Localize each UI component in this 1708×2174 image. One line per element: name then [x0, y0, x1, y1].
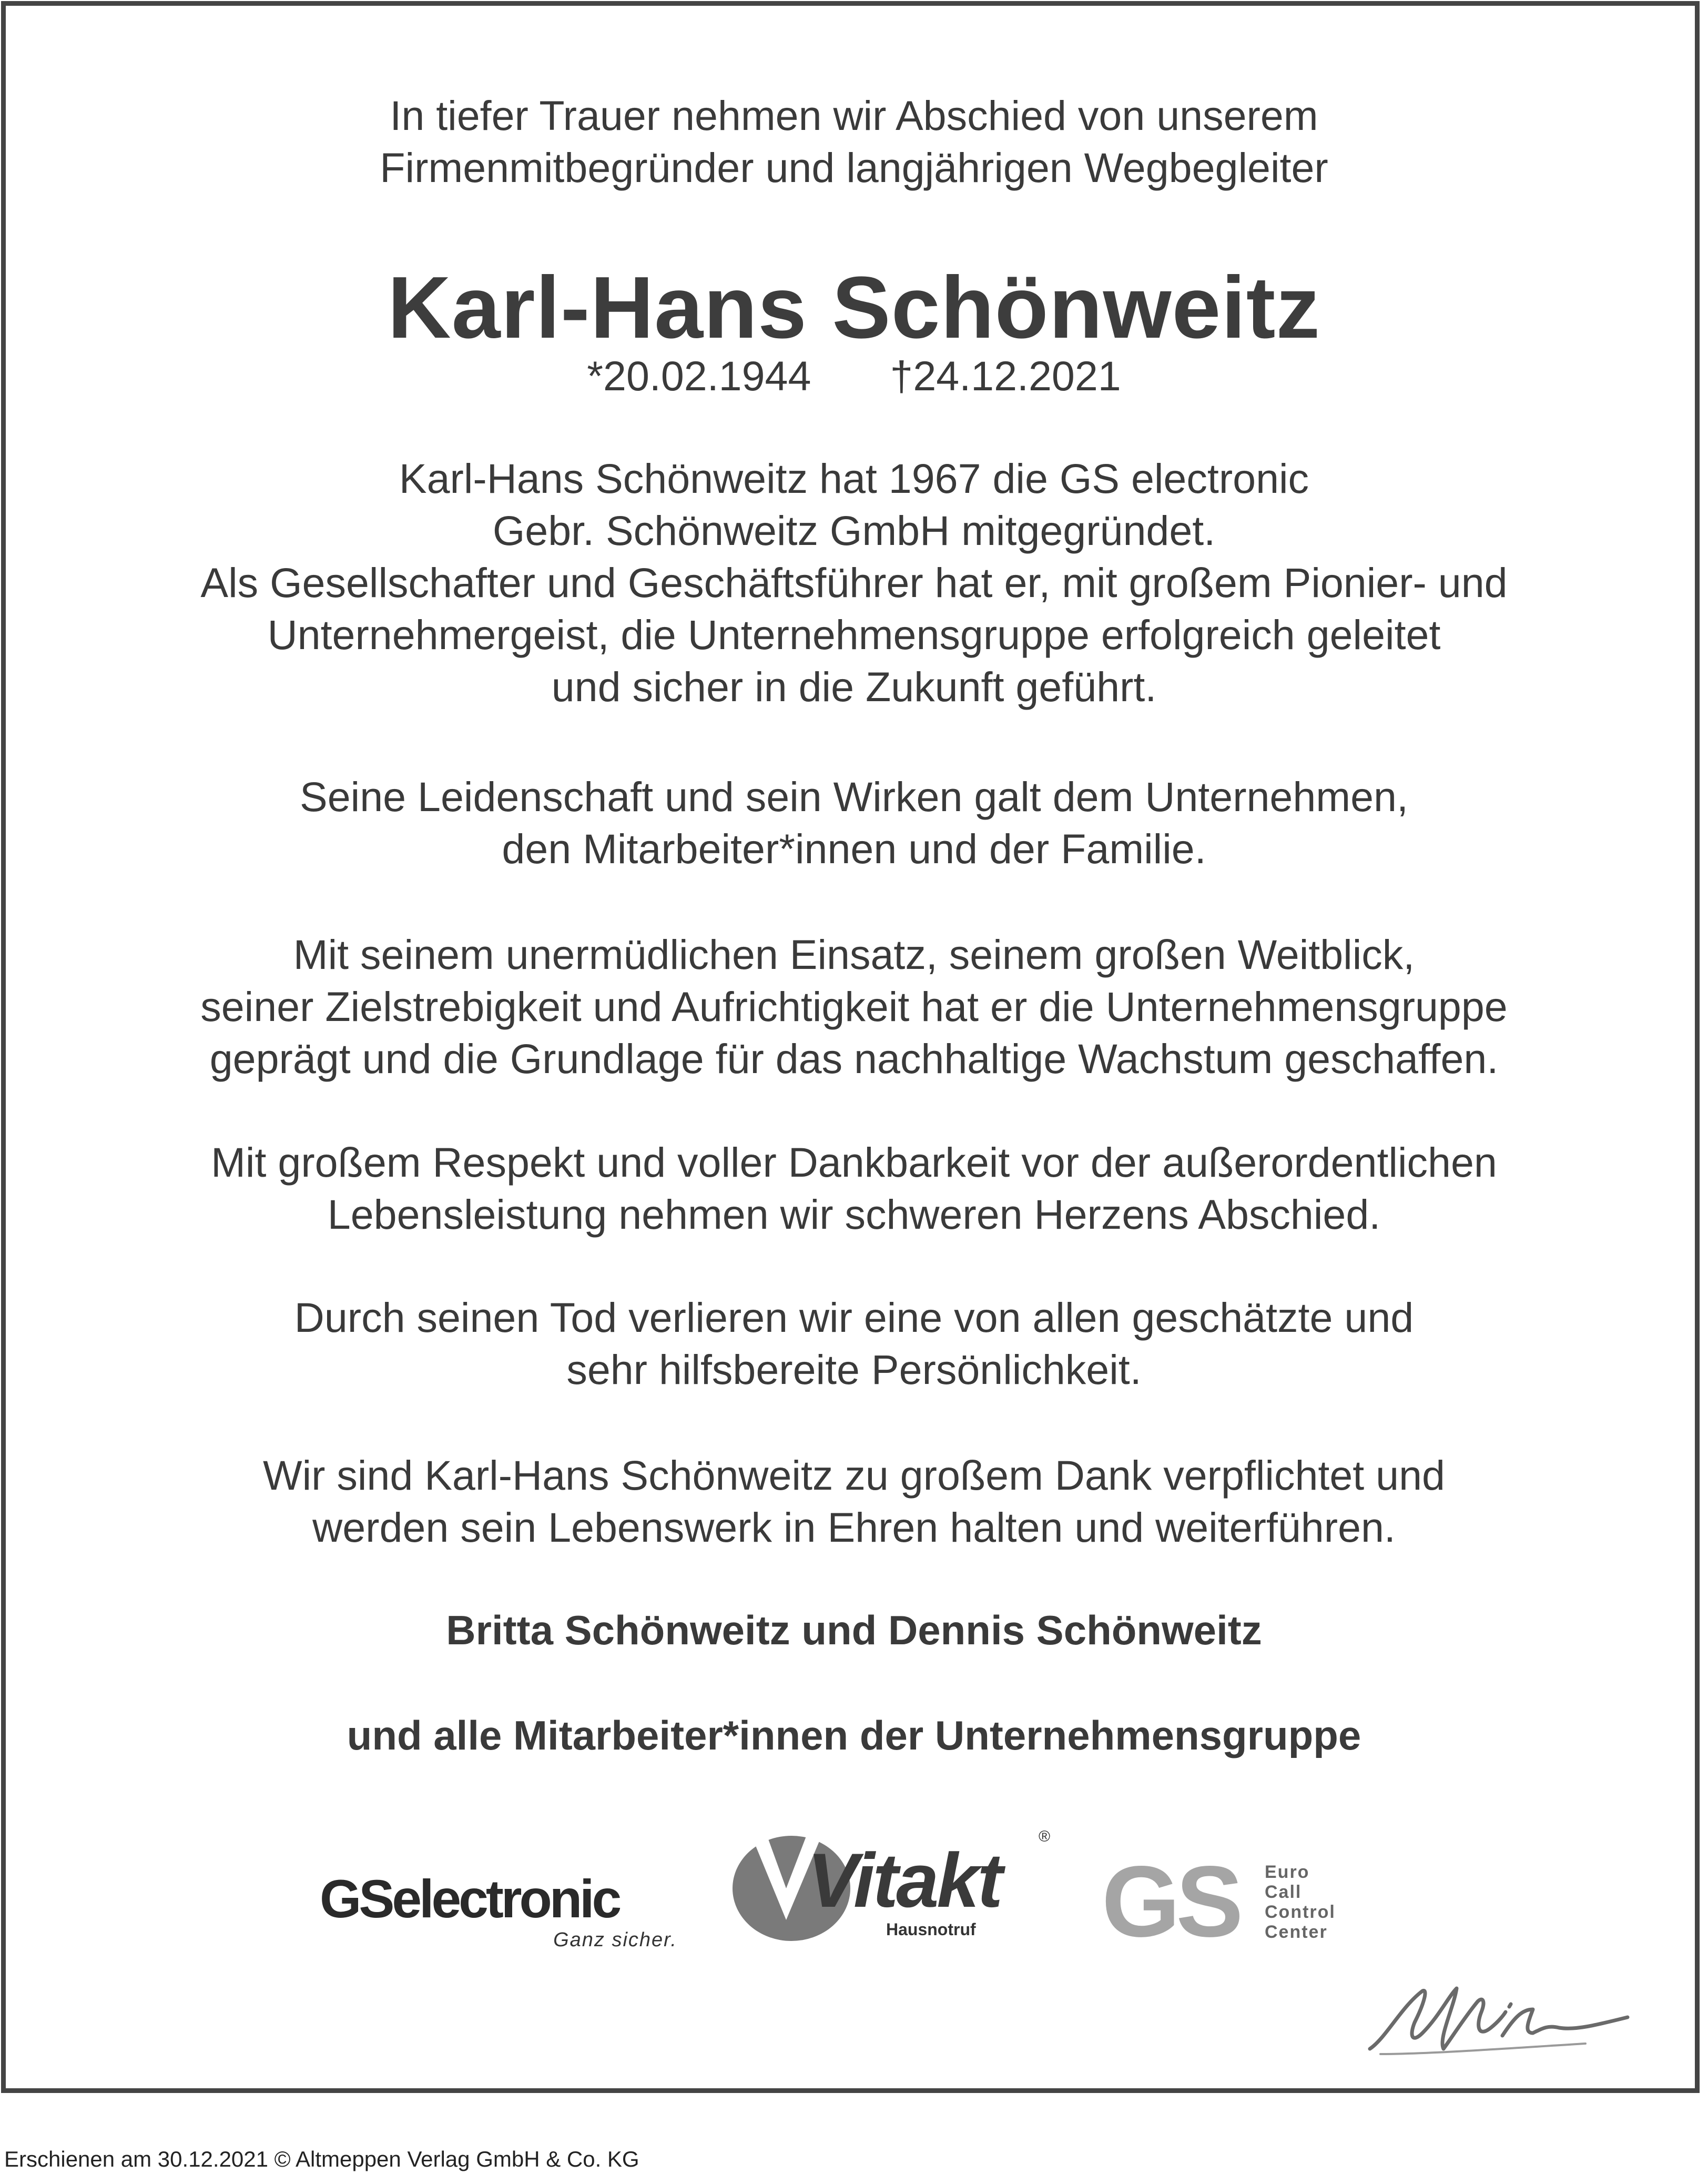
intro-line: In tiefer Trauer nehmen wir Abschied von unserem — [390, 92, 1318, 139]
paragraph-line: Seine Leidenschaft und sein Wirken galt dem Unternehmen, — [300, 773, 1408, 820]
paragraph-line: Karl-Hans Schönweitz hat 1967 die GS electronic — [399, 455, 1309, 502]
euro-call-line: Center — [1265, 1922, 1328, 1942]
paragraph-line: Gebr. Schönweitz GmbH mitgegründet. — [492, 507, 1216, 554]
gs-electronic-logo — [320, 1870, 698, 1949]
birth-date: *20.02.1944 — [587, 352, 811, 399]
registered-mark: ® — [1039, 1828, 1051, 1845]
paragraph-line: den Mitarbeiter*innen und der Familie. — [502, 825, 1206, 872]
deceased-name: Karl-Hans Schönweitz — [388, 259, 1320, 357]
vitakt-subtitle: Hausnotruf — [886, 1920, 976, 1939]
paragraph-respect — [0, 1136, 1708, 1240]
paragraph-commitment — [0, 928, 1708, 1085]
paragraph-loss — [0, 1291, 1708, 1396]
euro-call-gs-mark: GS — [1102, 1845, 1239, 1958]
intro-line: Firmenmitbegründer und langjährigen Wegbegleiter — [380, 144, 1328, 191]
euro-call-line: Call — [1265, 1882, 1302, 1902]
handwritten-signature-icon — [1365, 1975, 1638, 2075]
paragraph-line: sehr hilfsbereite Persönlichkeit. — [566, 1346, 1142, 1393]
paragraph-line: werden sein Lebenswerk in Ehren halten und weiterführen. — [312, 1504, 1396, 1551]
euro-call-line: Euro — [1265, 1862, 1310, 1882]
intro-text — [0, 89, 1708, 194]
paragraph-line: Durch seinen Tod verlieren wir eine von allen geschätzte und — [294, 1294, 1414, 1341]
death-date: †24.12.2021 — [890, 352, 1121, 399]
paragraph-line: geprägt und die Grundlage für das nachhaltige Wachstum geschaffen. — [209, 1035, 1499, 1082]
paragraph-line: Wir sind Karl-Hans Schönweitz zu großem Dank verpflichtet und — [263, 1452, 1445, 1499]
paragraph-line: Mit großem Respekt und voller Dankbarkeit vor der außerordentlichen — [211, 1139, 1497, 1186]
paragraph-line: Lebensleistung nehmen wir schweren Herzens Abschied. — [327, 1191, 1381, 1238]
staff-signatories: und alle Mitarbeiter*innen der Unternehmensgruppe — [347, 1712, 1361, 1758]
gs-electronic-wordmark: GSelectronic — [320, 1869, 619, 1929]
paragraph-founding — [0, 452, 1708, 713]
euro-call-line: Control — [1265, 1902, 1336, 1922]
paragraph-gratitude — [0, 1449, 1708, 1553]
life-dates — [0, 352, 1708, 400]
signatories: Britta Schönweitz und Dennis Schönweitz — [446, 1607, 1262, 1653]
euro-call-lines — [1265, 1862, 1336, 1942]
euro-call-control-center-logo — [1096, 1841, 1412, 1958]
gs-electronic-claim: Ganz sicher. — [553, 1929, 677, 1951]
paragraph-line: Unternehmergeist, die Unternehmensgruppe erfolgreich geleitet — [267, 611, 1441, 658]
paragraph-line: seiner Zielstrebigkeit und Aufrichtigkeit hat er die Unternehmensgruppe — [200, 983, 1508, 1030]
vitakt-wordmark: Vitakt — [807, 1837, 1001, 1923]
paragraph-line: Mit seinem unermüdlichen Einsatz, seinem großen Weitblick, — [293, 931, 1415, 978]
paragraph-passion — [0, 771, 1708, 875]
paragraph-line: Als Gesellschafter und Geschäftsführer hat er, mit großem Pionier- und — [200, 559, 1508, 606]
paragraph-line: und sicher in die Zukunft geführt. — [551, 663, 1157, 710]
publication-footer: Erschienen am 30.12.2021 © Altmeppen Verlag GmbH & Co. KG — [4, 2147, 639, 2171]
vitakt-logo — [728, 1809, 1054, 1946]
